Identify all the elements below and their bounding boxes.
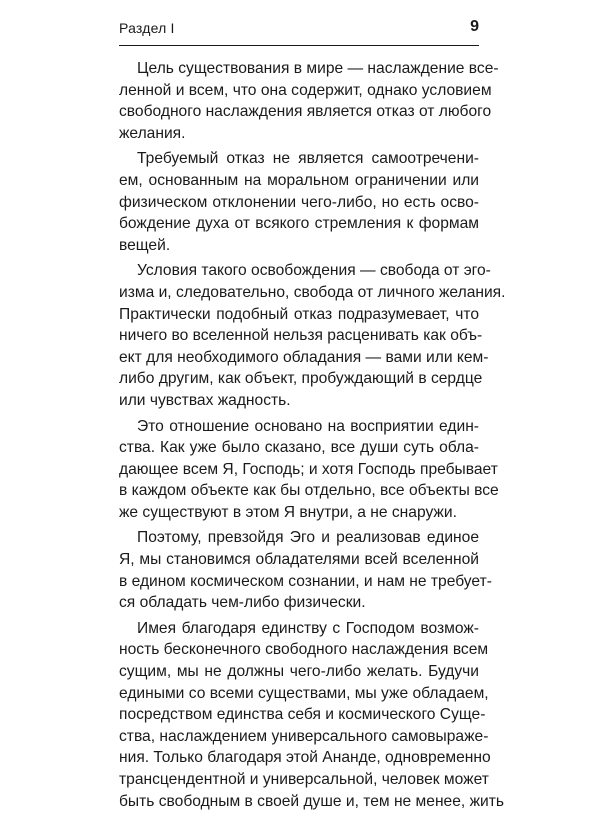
text-line: ленной и всем, что она содержит, однако условием <box>119 81 492 99</box>
text-line: в едином космическом сознании, и нам не требует- <box>119 572 492 590</box>
text-line: ства, наслаждением универсального самовыраже- <box>119 727 489 745</box>
text-line: ем, основанным на моральном ограничении или <box>119 171 479 189</box>
paragraph <box>119 416 499 524</box>
body-text <box>119 58 506 816</box>
header-rule <box>119 45 479 46</box>
text-line: трансцендентной и универсальной, человек может <box>119 771 489 788</box>
text-line: бождение духа от всякого стремления к формам <box>119 215 479 233</box>
text-line: ность бесконечного свободного наслаждения всем <box>119 641 489 659</box>
paragraph <box>119 527 492 613</box>
text-line: Имея благодаря единству с Господом возмож- <box>137 619 479 637</box>
text-line: посредством единства себя и космического Суще- <box>119 706 486 724</box>
text-line: физическом отклонении чего-либо, но есть осво- <box>119 193 479 211</box>
paragraph <box>119 260 506 411</box>
text-line: едиными со всеми существами, мы уже обладаем, <box>119 684 489 702</box>
text-line: сущим, мы не должны чего-либо желать. Будучи <box>119 663 479 681</box>
running-header <box>119 18 479 40</box>
text-line: изма и, следовательно, свобода от личного желания. <box>119 283 506 301</box>
text-line: ничего во вселенной нельзя расценивать как объ- <box>119 327 483 345</box>
text-line: ства. Как уже было сказано, все души суть обла- <box>119 439 479 457</box>
text-line: Условия такого освобождения — свобода от эго- <box>137 262 491 280</box>
text-line: вещей. <box>119 236 171 254</box>
paragraph <box>119 148 479 256</box>
text-line: Это отношение основано на восприятии един- <box>137 417 479 435</box>
text-line: Требуемый отказ не является самоотречени- <box>137 150 479 168</box>
text-line: Я, мы становимся обладателями всей вселенной <box>119 551 479 569</box>
paragraph <box>119 58 499 144</box>
text-line: ния. Только благодаря этой Ананде, одновременно <box>119 749 491 767</box>
text-line: желания. <box>119 124 186 142</box>
text-line: в каждом объекте как бы отдельно, все объекты все <box>119 482 499 500</box>
text-line: Поэтому, превзойдя Эго и реализовав единое <box>137 529 479 547</box>
text-line: дающее всем Я, Господь; и хотя Господь пребывает <box>119 460 498 478</box>
text-line: ся обладать чем-либо физически. <box>119 594 366 612</box>
page-number: 9 <box>470 18 479 35</box>
text-line: свободного наслаждения является отказ от любого <box>119 103 492 121</box>
text-line: Цель существования в мире — наслаждение все- <box>137 60 499 77</box>
text-line: быть свободным в своей душе и, тем не менее, жить <box>119 792 504 810</box>
section-title: Раздел I <box>119 20 175 36</box>
text-line: или чувствах жадность. <box>119 391 291 409</box>
text-line: же существуют в этом Я внутри, а не снаружи. <box>119 503 457 521</box>
text-line: Практически подобный отказ подразумевает, что <box>119 305 479 323</box>
text-line: либо другим, как объект, пробуждающий в сердце <box>119 370 483 388</box>
paragraph <box>119 618 504 812</box>
text-line: ект для необходимого обладания — вами или кем- <box>119 348 489 366</box>
